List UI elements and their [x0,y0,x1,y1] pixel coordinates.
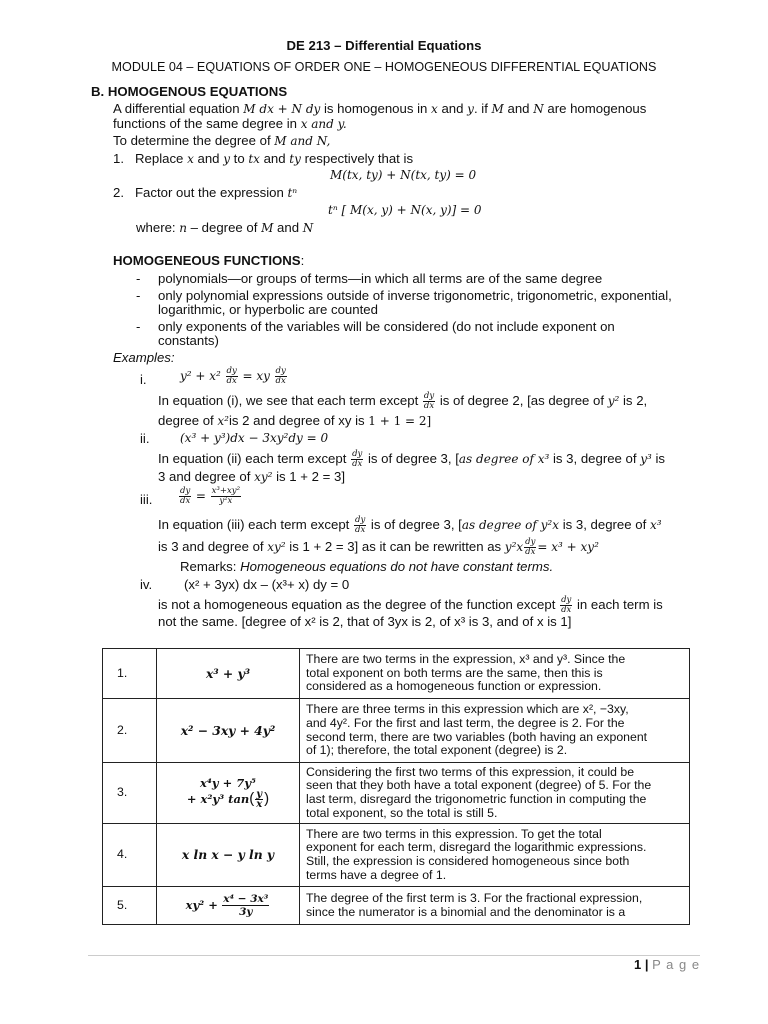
row-expression: xy² + $\frac{\text{x⁴ − 3x³}}{3y}$ [157,887,300,925]
example-ii-explanation-2: 3 and degree of xy² is 1 + 2 = 3] [158,469,346,484]
step-2: 2. Factor out the expression tⁿ [113,185,298,200]
table-row [103,763,690,824]
section-heading: B. HOMOGENOUS EQUATIONS [91,84,288,99]
example-iv-explanation-2: not the same. [degree of x² is 2, that of 3yx is 2, of x³ is 3, and of x is 1] [158,614,572,629]
table-row [103,887,690,925]
examples-label: Examples: [113,350,175,365]
row-description: There are two terms in this expression. To get the total exponent for each term, disregard the logarithmic expressions. Still, the expression is considered homogeneous since both terms have a degree of 1. [300,824,690,887]
example-ii-equation: (x³ + y³)dx − 3xy²dy = 0 [180,431,329,445]
definition-line-1: A differential equation M dx + N dy is homogenous in x and y. if M and N are homogenous [113,101,647,116]
step-1-equation: M(tx, ty) + N(tx, ty) = 0 [330,168,477,182]
example-i-num: i. [140,372,147,387]
example-i-explanation-1: In equation (i), we see that each term except $\frac{dy}{dx}$ is of degree 2, [as degree of y² is 2, [158,391,648,411]
row-description: There are two terms in the expression, x³ and y³. Since the total exponent on both terms are the same, then this is considered as a homogeneous function or expression. [300,649,690,699]
row-description: There are three terms in this expression which are x², −3xy, and 4y². For the first and last term, the degree is 2. For the second term, there are two variables (both having an exponent of 1); therefore, the total exponent (degree) is 2. [300,699,690,763]
example-iv-equation: (x² + 3yx) dx – (x³+ x) dy = 0 [184,577,350,592]
example-iv-explanation-1: is not a homogeneous equation as the degree of the function except $\frac{dy}{dx}$ in each term is [158,595,663,615]
step-1: 1. Replace x and y to tx and ty respectively that is [113,151,414,166]
footer-divider [88,955,700,956]
examples-table [102,648,690,925]
row-number: 4. [103,824,157,887]
bullet-dash: - [136,319,141,334]
example-iii-equation: $\frac{dy}{dx}$ = $\frac{\text{x³+xy²}}{\text{y²x}}$ [180,486,240,506]
row-expression: x ln x − y ln y [157,824,300,887]
example-iii-explanation-1: In equation (iii) each term except $\frac{dy}{dx}$ is of degree 3, [as degree of y²x is 3, degree of x³ [158,515,662,535]
row-description: The degree of the first term is 3. For the fractional expression, since the numerator is a binomial and the denominator is a [300,887,690,925]
row-expression: x² − 3xy + 4y² [157,699,300,763]
example-iv-num: iv. [140,577,153,592]
row-number: 2. [103,699,157,763]
example-iii-explanation-2: is 3 and degree of xy² is 1 + 2 = 3] as it can be rewritten as y²x $\frac{dy}{dx}$ = x³ + xy² [158,537,599,557]
definition-line-2: functions of the same degree in x and y. [113,116,347,131]
bullet-dash: - [136,288,141,303]
determine-degree-line: To determine the degree of M and N, [113,133,331,148]
example-ii-explanation-1: In equation (ii) each term except $\frac{dy}{dx}$ is of degree 3, [as degree of x³ is 3, degree of y³ is [158,449,666,469]
module-subtitle: MODULE 04 – EQUATIONS OF ORDER ONE – HOMOGENEOUS DIFFERENTIAL EQUATIONS [111,60,657,74]
example-ii-num: ii. [140,431,150,446]
table-row [103,699,690,763]
remarks: Remarks: Homogeneous equations do not have constant terms. [180,559,554,574]
row-expression: x⁴y + 7y⁵ + x²y³ tan( $\frac{y}{x}$ ) [157,763,300,824]
example-iii-num: iii. [140,492,153,507]
bullet-2-cont: logarithmic, or hyperbolic are counted [158,302,378,317]
document-title: DE 213 – Differential Equations [286,38,482,53]
step-2-equation: tⁿ [ M(x, y) + N(x, y)] = 0 [328,203,482,217]
row-number: 1. [103,649,157,699]
bullet-2: only polynomial expressions outside of inverse trigonometric, trigonometric, exponential, [158,288,672,303]
bullet-3-cont: constants) [158,333,219,348]
bullet-1: polynomials—or groups of terms—in which all terms are of the same degree [158,271,603,286]
page-footer: 1 | P a g e [634,957,701,972]
table-row [103,824,690,887]
homogeneous-functions-heading: HOMOGENEOUS FUNCTIONS: [113,253,305,268]
bullet-dash: - [136,271,141,286]
bullet-3: only exponents of the variables will be considered (do not include exponent on [158,319,615,334]
where-line: where: n – degree of M and N [136,220,314,235]
table-row [103,649,690,699]
row-number: 3. [103,763,157,824]
example-i-explanation-2: degree of x²is 2 and degree of xy is 1 + 1 = 2] [158,413,432,428]
row-expression: x³ + y³ [157,649,300,699]
row-description: Considering the first two terms of this expression, it could be seen that they both have a total exponent (degree) of 5. For the last term, disregard the trigonometric function in computing the total exponent, so the total is still 5. [300,763,690,824]
row-number: 5. [103,887,157,925]
example-i-equation: y² + x² $\frac{dy}{dx}$ = xy $\frac{dy}{dx}$ [180,366,286,386]
